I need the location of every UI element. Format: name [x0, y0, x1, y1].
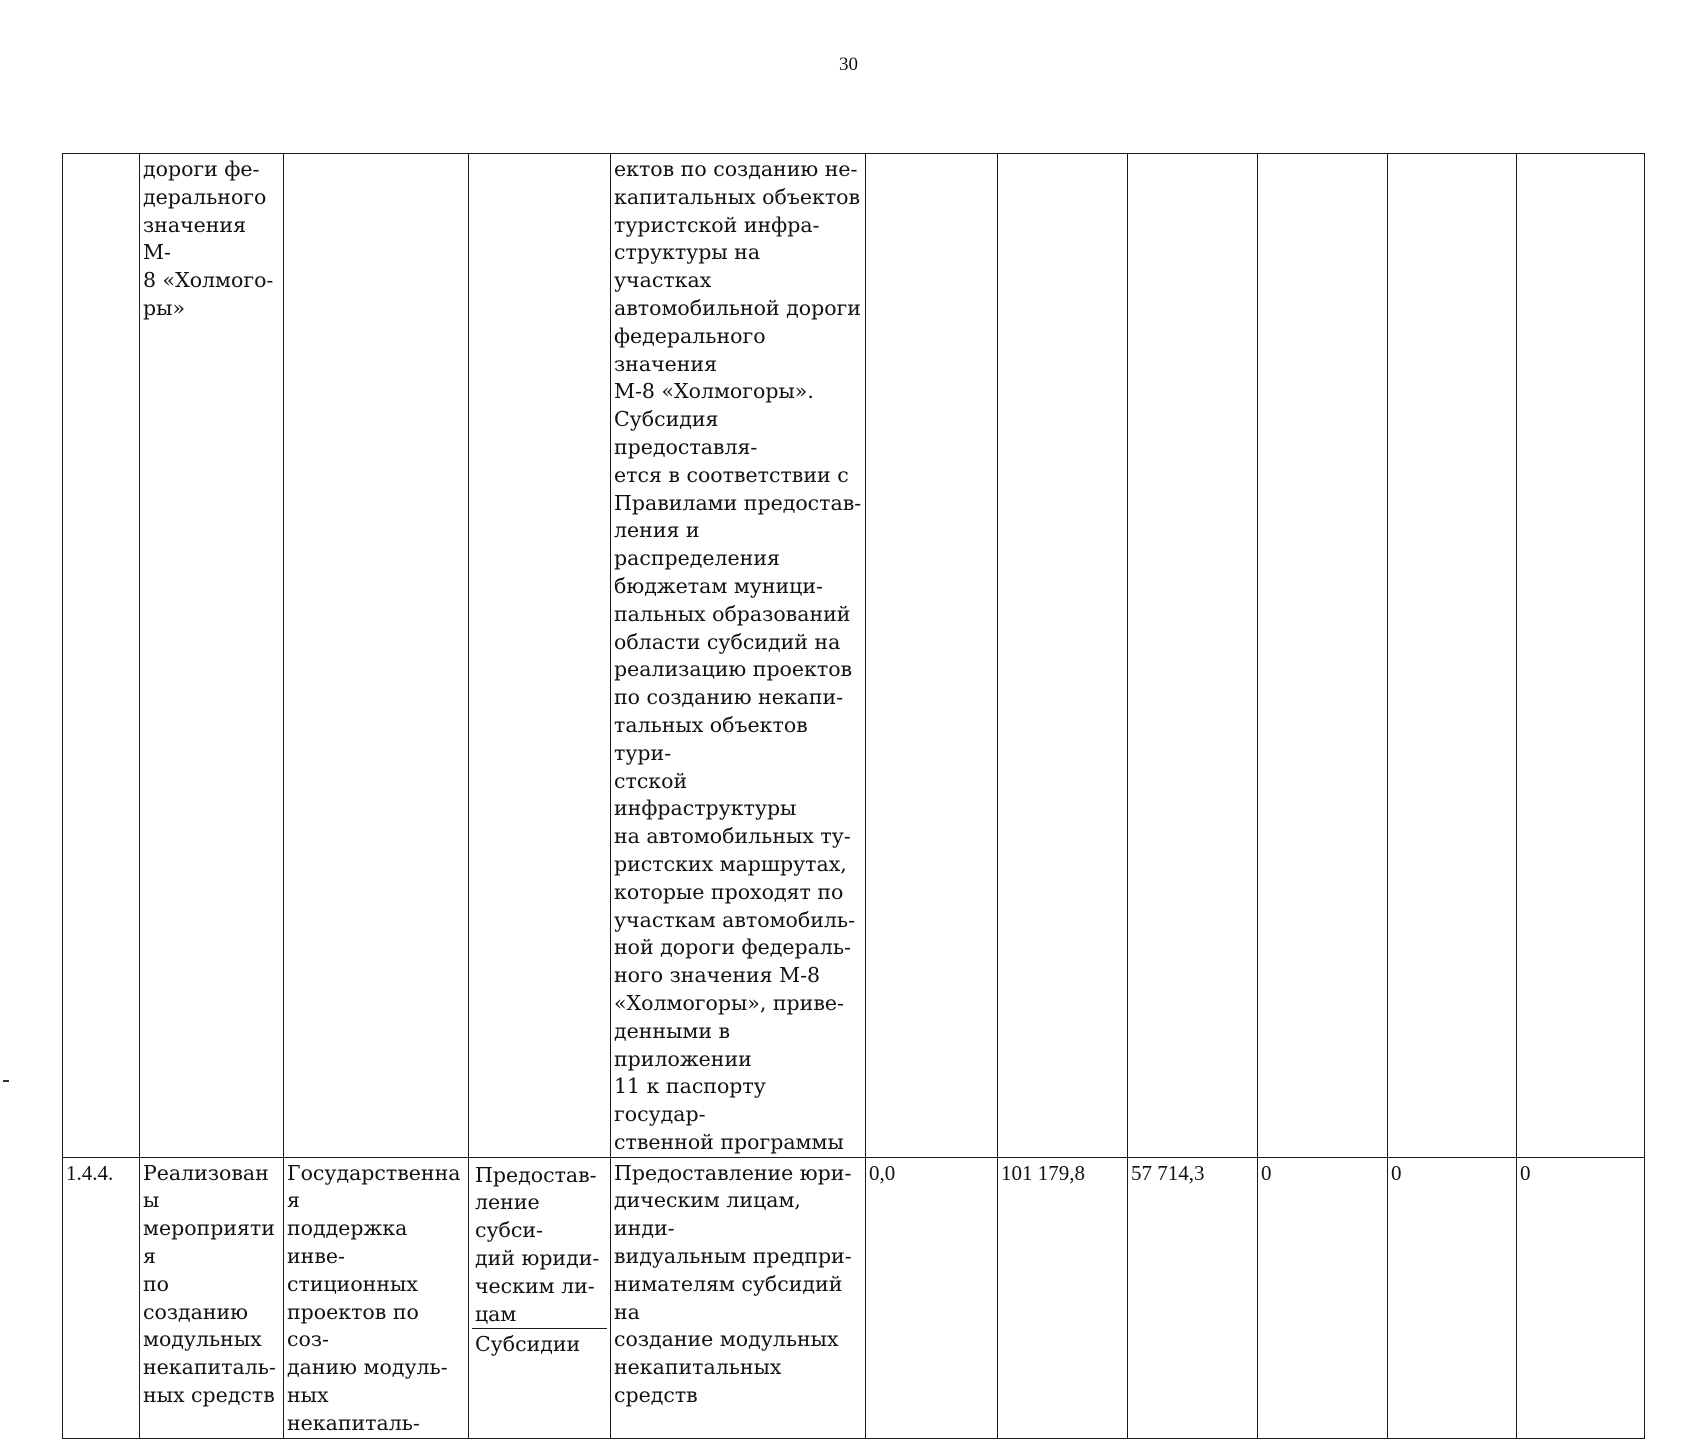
cell-value: [1258, 154, 1388, 1158]
cell-value: [1517, 154, 1645, 1158]
cell-form: [469, 154, 611, 1158]
cell-value-1: 0,0: [866, 1157, 998, 1438]
scan-margin-mark: [3, 1080, 9, 1082]
cell-value-2: 101 179,8: [998, 1157, 1128, 1438]
cell-value-3: 57 714,3: [1128, 1157, 1258, 1438]
cell-form: [469, 1157, 611, 1438]
cell-value-4: 0: [1258, 1157, 1388, 1438]
cell-result: Реализованы мероприятия по созданию модульных некапиталь- ных средств: [140, 1157, 284, 1438]
cell-value-5: 0: [1388, 1157, 1517, 1438]
cell-number: [63, 154, 140, 1158]
cell-description: Предоставление юри- дическим лицам, инди- видуальным предпри- нимателям субсидий на создание модульных некапитальных средств: [611, 1157, 866, 1438]
cell-description: ектов по созданию не- капитальных объектов туристской инфра- структуры на участках автомобильной дороги федерального значения М-8 «Холмогоры». Субсидия предоставля- ется в соответствии с Правилами предостав- ления и распределения бюджетам муници- пальных образований области субсидий на реализацию проектов по созданию некапи- тальных объектов тури- стской инфраструктуры на автомобильных ту- ристских маршрутах, которые проходят по участкам автомобиль- ной дороги федераль- ного значения М-8 «Холмогоры», приве- денными в приложении 11 к паспорту государ- ственной программы: [611, 154, 866, 1158]
cell-value: [998, 154, 1128, 1158]
cell-value: [1128, 154, 1258, 1158]
program-measures-table: [62, 153, 1645, 1439]
cell-result: дороги фе- дерального значения М- 8 «Холмого- ры»: [140, 154, 284, 1158]
cell-value: [866, 154, 998, 1158]
cell-support: Государственная поддержка инве- стиционных проектов по соз- данию модуль- ных некапиталь-: [284, 1157, 469, 1438]
cell-value-6: 0: [1517, 1157, 1645, 1438]
cell-number: 1.4.4.: [63, 1157, 140, 1438]
table-row-continuation: [63, 154, 1645, 1158]
cell-support: [284, 154, 469, 1158]
form-of-support-type: Субсидии: [475, 1332, 581, 1357]
cell-value: [1388, 154, 1517, 1158]
table-row-1-4-4: [63, 1157, 1645, 1438]
form-of-support-text: Предостав- ление субси- дий юриди- ческим ли- цам: [472, 1160, 607, 1330]
page-number: 30: [839, 54, 858, 75]
